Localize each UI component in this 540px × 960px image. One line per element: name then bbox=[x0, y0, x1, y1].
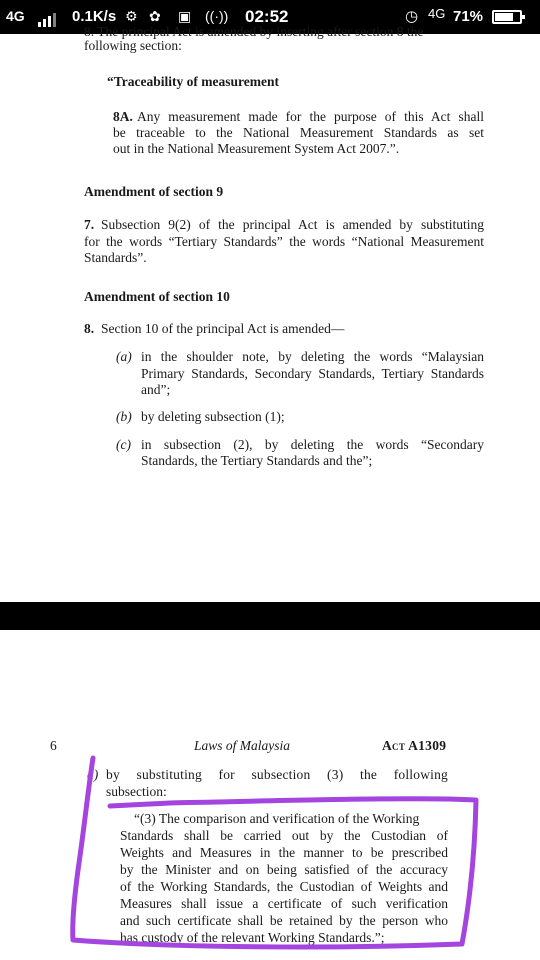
amendment-9-heading: Amendment of section 9 bbox=[84, 184, 224, 199]
quote-line: Measures shall issue a certificate of such verification bbox=[120, 896, 448, 911]
item-c-line: Standards, the Tertiary Standards and the”; bbox=[141, 453, 373, 468]
battery-percent: 71% bbox=[453, 8, 484, 25]
section-8a-line: Any measurement made for the purpose of this Act shall bbox=[137, 109, 484, 124]
item-a-line: Primary Standards, Secondary Standards, Tertiary Standards bbox=[141, 366, 484, 381]
page-divider bbox=[0, 602, 540, 630]
section-7-line: Standards”. bbox=[84, 250, 147, 265]
item-b-line: by deleting subsection (1); bbox=[141, 409, 285, 424]
amendment-10-heading: Amendment of section 10 bbox=[84, 289, 230, 304]
following-section-text: following section: bbox=[84, 38, 182, 53]
item-a-line: and”; bbox=[141, 382, 171, 397]
screenshot-notification-icon: ▣ bbox=[178, 8, 192, 24]
section-8a-number: 8A. bbox=[113, 109, 133, 124]
item-b-label: (b) bbox=[116, 409, 132, 424]
section-8-text: Section 10 of the principal Act is amended— bbox=[101, 321, 345, 336]
network-speed: 0.1K/s bbox=[72, 8, 117, 25]
item-d-line: subsection: bbox=[106, 784, 167, 799]
battery-icon bbox=[492, 10, 522, 24]
section-8-number: 8. bbox=[84, 321, 95, 336]
signal-icon bbox=[38, 10, 58, 27]
item-d-line: by substituting for subsection (3) the following bbox=[106, 767, 448, 782]
section-7-number: 7. bbox=[84, 217, 95, 232]
quote-line: “(3) The comparison and verification of the Working bbox=[134, 811, 420, 826]
quote-line: has custody of the relevant Working Standards.”; bbox=[120, 930, 385, 945]
act-label: Act A1309 bbox=[382, 738, 447, 753]
page-number: 6 bbox=[50, 738, 57, 753]
clock: 02:52 bbox=[245, 7, 289, 26]
item-a-line: in the shoulder note, by deleting the words “Malaysian bbox=[141, 349, 484, 364]
quote-line: Weights and Measures in the manner to be prescribed bbox=[120, 845, 448, 860]
chat-notification-icon: ✿ bbox=[149, 8, 161, 24]
section-8a-line: out in the National Measurement System Act 2007.”. bbox=[113, 141, 400, 156]
quote-line: Standards shall be carried out by the Custodian of bbox=[120, 828, 448, 843]
section-8a-line: be traceable to the National Measurement Standards as set bbox=[113, 125, 484, 140]
section-7-line: Subsection 9(2) of the principal Act is amended by substituting bbox=[101, 217, 484, 232]
running-title: Laws of Malaysia bbox=[194, 738, 291, 753]
quote-line: by the Minister and on being satisfied of the accuracy bbox=[120, 862, 448, 877]
quote-line: of the Working Standards, the Custodian of Weights and bbox=[120, 879, 448, 894]
item-d-label: d) bbox=[87, 767, 99, 782]
item-a-label: (a) bbox=[116, 349, 132, 364]
quote-line: and such certificate shall be retained by the person who bbox=[120, 913, 448, 928]
cut-off-line: 8. The principal Act is amended by inserting after section 8 the bbox=[84, 24, 424, 39]
alarm-icon: ◷ bbox=[405, 8, 419, 25]
network-type-right: 4G bbox=[428, 6, 446, 21]
hotspot-icon: ((·)) bbox=[205, 8, 229, 24]
item-c-line: in subsection (2), by deleting the words “Secondary bbox=[141, 437, 484, 452]
network-type: 4G bbox=[6, 8, 25, 24]
item-c-label: (c) bbox=[116, 437, 131, 452]
app-notification-icon: ⚙ bbox=[125, 8, 138, 24]
section-heading: “Traceability of measurement bbox=[107, 74, 279, 89]
section-7-line: for the words “Tertiary Standards” the words “National Measurement bbox=[84, 234, 484, 249]
